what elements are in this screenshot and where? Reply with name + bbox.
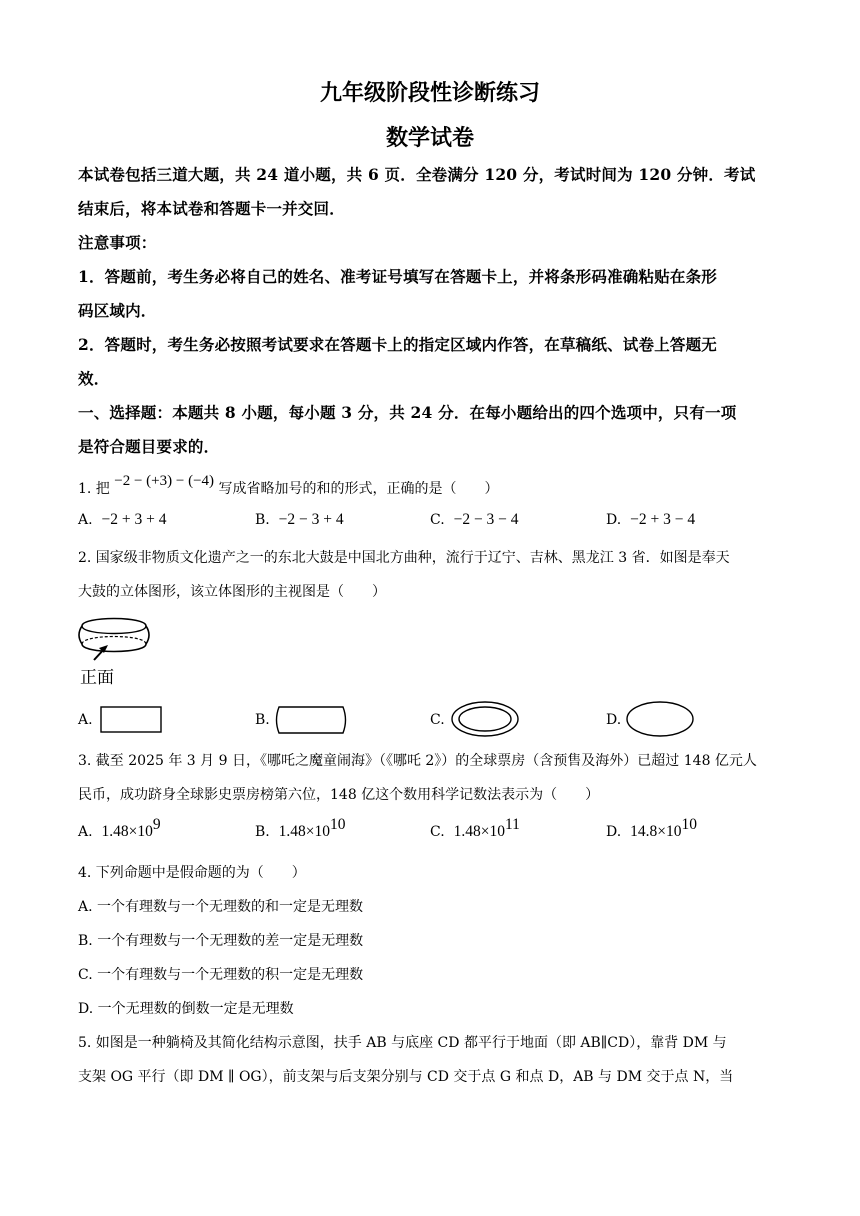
barrel-shape-icon — [274, 705, 348, 735]
drum-figure — [76, 612, 156, 662]
question-4-stem: 4. 下列命题中是假命题的为（ ） — [78, 865, 306, 881]
question-1-stem — [78, 473, 499, 498]
question-suffix: 写成省略加号的和的形式，正确的是（ ） — [218, 481, 499, 497]
notice-item: 码区域内． — [78, 301, 157, 320]
option-c[interactable]: C. −2 − 3 − 4 — [430, 511, 519, 528]
question-3-stem: 3. 截至 2025 年 3 月 9 日，《哪吒之魔童闹海》（《哪吒 2》）的全球票房（含预售及海外）已超过 148 亿元人 — [78, 753, 757, 769]
intro-line: 本试卷包括三道大题，共 24 道小题，共 6 页．全卷满分 120 分，考试时间为 120 分钟．考试 — [78, 165, 756, 184]
option-d[interactable]: D. 一个无理数的倒数一定是无理数 — [78, 1001, 294, 1017]
question-3-stem: 民币，成功跻身全球影史票房榜第六位，148 亿这个数用科学记数法表示为（ ） — [78, 787, 600, 803]
option-c[interactable]: C. — [430, 712, 445, 728]
notice-item: 1．答题前，考生务必将自己的姓名、准考证号填写在答题卡上，并将条形码准确粘贴在条形 — [78, 267, 717, 286]
notice-heading: 注意事项： — [78, 233, 157, 252]
option-a[interactable]: A. 一个有理数与一个无理数的和一定是无理数 — [78, 899, 364, 915]
question-2-stem: 2. 国家级非物质文化遗产之一的东北大鼓是中国北方曲种，流行于辽宁、吉林、黑龙江 3 省．如图是奉天 — [78, 550, 730, 566]
ellipse-shape-icon — [625, 700, 697, 740]
option-a[interactable]: A. — [78, 712, 93, 728]
option-a[interactable]: A. −2 + 3 + 4 — [78, 511, 167, 528]
question-2-stem: 大鼓的立体图形，该立体图形的主视图是（ ） — [78, 584, 386, 600]
option-b[interactable]: B. −2 − 3 + 4 — [255, 511, 344, 528]
section-heading: 是符合题目要求的． — [78, 437, 220, 456]
option-d[interactable]: D. $14.8\times 10^{10}$ — [606, 816, 697, 840]
option-d[interactable]: D. — [606, 712, 622, 728]
option-b[interactable]: B. $1.48\times 10^{10}$ — [255, 816, 346, 840]
notice-item: 2．答题时，考生务必按照考试要求在答题卡上的指定区域内作答，在草稿纸、试卷上答题无 — [78, 335, 717, 354]
intro-line: 结束后，将本试卷和答题卡一并交回． — [78, 199, 345, 218]
section-heading: 一、选择题：本题共 8 小题，每小题 3 分，共 24 分．在每小题给出的四个选项中，只有一项 — [78, 403, 737, 422]
option-b[interactable]: B. — [255, 712, 270, 728]
double-ellipse-icon — [450, 700, 522, 740]
question-prefix: 1. 把 — [78, 481, 110, 497]
option-c[interactable]: C. $1.48\times 10^{11}$ — [430, 816, 520, 840]
math-expression: −2 − (+3) − (−4) — [114, 473, 215, 489]
page-title: 九年级阶段性诊断练习 — [319, 80, 540, 106]
front-label: 正面 — [80, 668, 114, 688]
question-5-stem: 5. 如图是一种躺椅及其简化结构示意图，扶手 AB 与底座 CD 都平行于地面（即 AB∥CD），靠背 DM 与 — [78, 1035, 727, 1051]
question-5-stem: 支架 OG 平行（即 DM ∥ OG），前支架与后支架分别与 CD 交于点 G 和点 D，AB 与 DM 交于点 N，当 — [78, 1069, 734, 1085]
option-c[interactable]: C. 一个有理数与一个无理数的积一定是无理数 — [78, 967, 364, 983]
notice-item: 效． — [78, 369, 110, 388]
rectangle-shape-icon — [100, 706, 164, 734]
page-subtitle: 数学试卷 — [385, 125, 474, 151]
option-d[interactable]: D. −2 + 3 − 4 — [606, 511, 696, 528]
option-a[interactable]: A. $1.48\times 10^9$ — [78, 816, 161, 840]
option-b[interactable]: B. 一个有理数与一个无理数的差一定是无理数 — [78, 933, 364, 949]
